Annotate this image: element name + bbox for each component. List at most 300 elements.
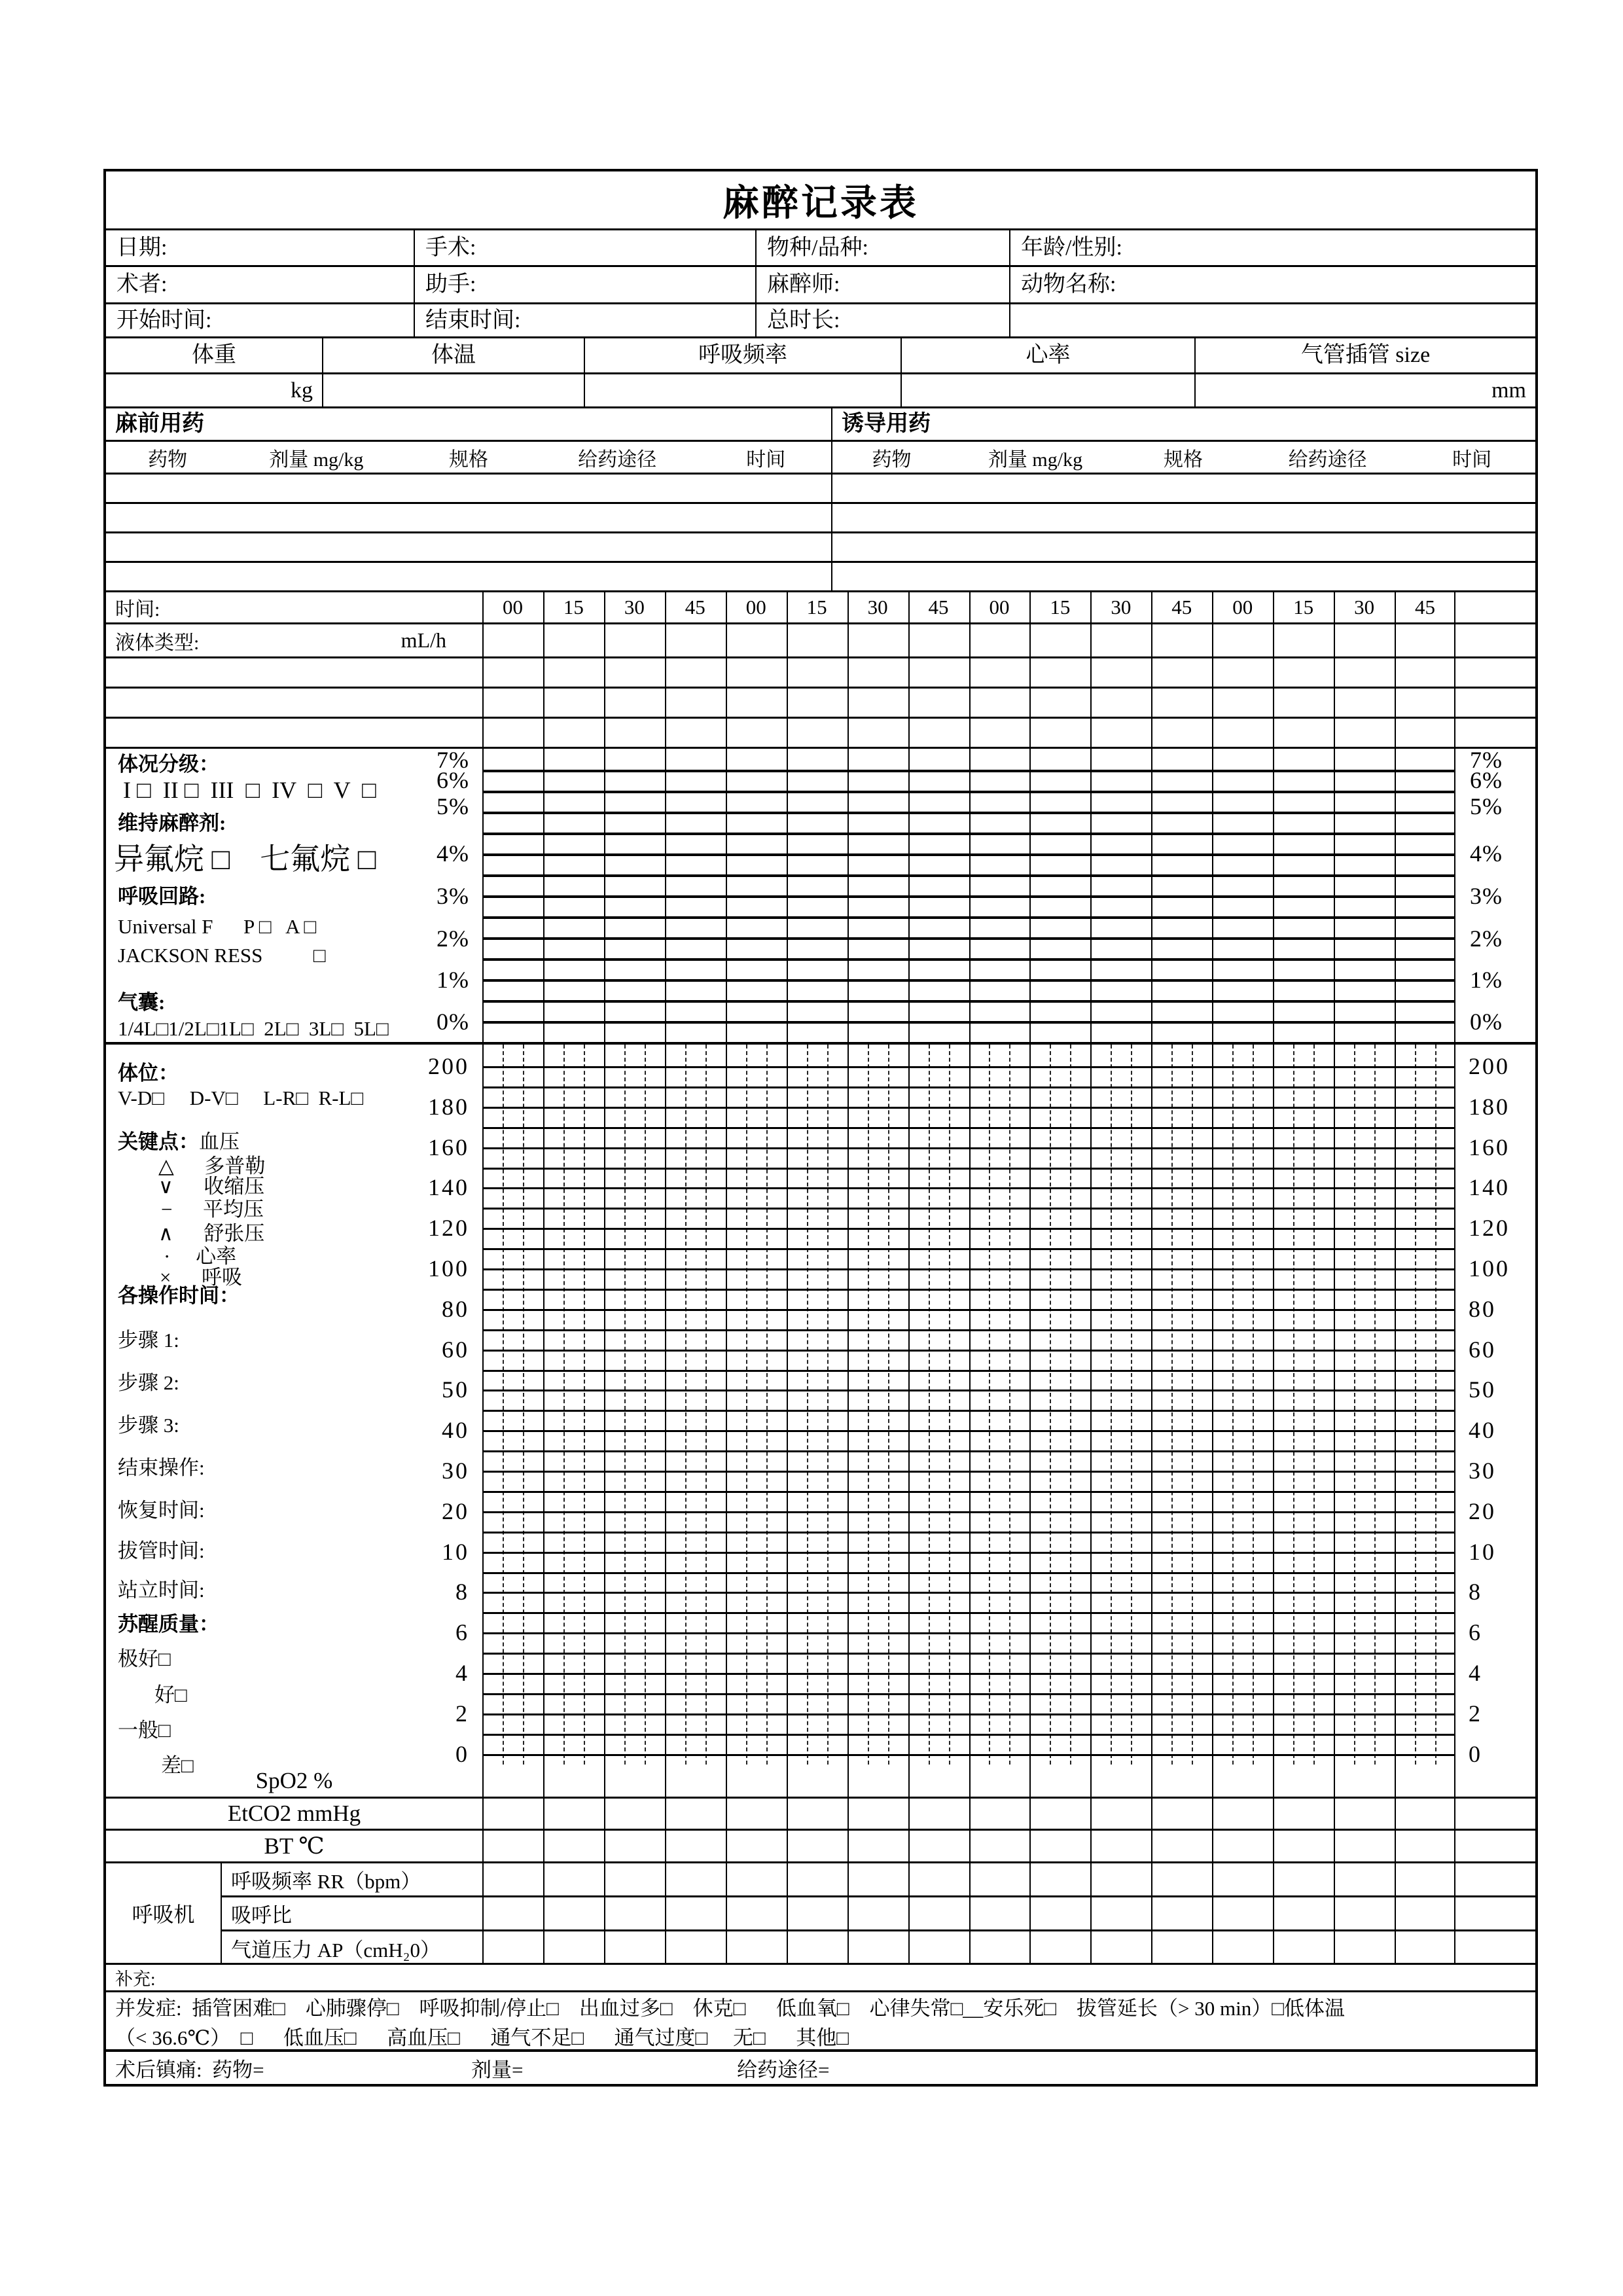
num-row-line (482, 1471, 1455, 1473)
num-row-line (482, 1552, 1455, 1554)
supplement-label: 补充: (115, 1969, 156, 1989)
value-tick-left: 80 (442, 1295, 469, 1322)
vitals-header: 体重 (192, 343, 236, 367)
grid-vline (847, 624, 849, 656)
grid-vline (969, 624, 971, 656)
time-tick: 45 (1415, 596, 1436, 619)
med-col-header: 药物 (831, 442, 951, 473)
analgesia-dose-label: 剂量= (471, 2058, 524, 2081)
grid-vline (969, 1863, 971, 1895)
grid-vline (787, 719, 788, 747)
info-cell-开始时间:: 开始时间: (116, 308, 212, 332)
pct-row-line (482, 895, 1455, 898)
value-tick-left: 50 (442, 1376, 469, 1403)
sidebar-step-2: 步骤 2: (118, 1371, 179, 1394)
induction-med-title: 诱导用药 (831, 408, 1535, 440)
grid-vline (1273, 719, 1274, 747)
pre-med-title: 麻前用药 (115, 412, 204, 436)
grid-vline (787, 1799, 788, 1829)
grid-vline (543, 1931, 544, 1965)
num-row-line (482, 1066, 1455, 1068)
grid-vline (1212, 624, 1213, 656)
grid-vline (908, 689, 910, 717)
value-tick-left: 30 (442, 1458, 469, 1484)
grid-vline (726, 1831, 727, 1861)
num-row-line (482, 1572, 1455, 1574)
med-col-header: 规格 (448, 448, 488, 471)
sidebar-maintenance-head: 维持麻醉剂: (118, 812, 226, 834)
grid-vline (1090, 689, 1092, 717)
sidebar-extubation-time: 拔管时间: (118, 1539, 205, 1562)
grid-vline (1212, 1931, 1213, 1965)
value-tick-right: 180 (1469, 1093, 1510, 1120)
grid-vline (1454, 1765, 1455, 1797)
num-row-line (482, 1410, 1455, 1412)
pct-tick-right: 4% (1470, 840, 1503, 867)
grid-vline (908, 1765, 910, 1797)
num-dash-line (929, 1045, 930, 1765)
grid-vline (604, 1863, 605, 1895)
sidebar-position-head: 体位： (118, 1062, 179, 1085)
vitals-header: 呼吸频率 (584, 338, 901, 372)
grid-vline (665, 1931, 666, 1965)
supplement-row (106, 1965, 1535, 1992)
num-col-line (1395, 1045, 1396, 1765)
info-cell-blank (1009, 304, 1535, 336)
value-tick-left: 60 (442, 1336, 469, 1363)
num-row-line (482, 1350, 1455, 1352)
sidebar-end-op: 结束操作: (118, 1456, 205, 1479)
value-tick-right: 30 (1469, 1458, 1496, 1484)
grid-vline (482, 1863, 484, 1895)
pct-row-line (482, 916, 1455, 919)
num-dash-line (1435, 1045, 1436, 1765)
num-col-line (847, 1045, 849, 1765)
pct-row-line (482, 812, 1455, 814)
grid-vline (543, 1863, 544, 1895)
pct-row-line (482, 979, 1455, 982)
grid-vline (1029, 1831, 1031, 1861)
grid-vline (665, 719, 666, 747)
grid-vline (969, 1831, 971, 1861)
grid-vline (1334, 1831, 1335, 1861)
grid-vline (847, 658, 849, 687)
value-tick-right: 80 (1469, 1295, 1496, 1322)
grid-vline (1029, 1863, 1031, 1895)
grid-vline (1454, 1831, 1455, 1861)
sidebar-quality-good: 好□ (154, 1683, 187, 1706)
num-dash-line (1313, 1045, 1315, 1765)
num-dash-line (584, 1045, 585, 1765)
grid-vline (1273, 658, 1274, 687)
value-tick-left: 0 (455, 1740, 469, 1767)
info-cell-物种/品种:: 物种/品种: (755, 230, 1009, 265)
num-row-line (482, 1127, 1455, 1129)
num-dash-line (766, 1045, 768, 1765)
pct-row-line (482, 874, 1455, 877)
num-row-line (482, 1653, 1455, 1655)
grid-vline (726, 1931, 727, 1965)
sidebar-standing-time: 站立时间: (118, 1579, 205, 1602)
num-row-line (482, 1673, 1455, 1675)
grid-vline (482, 624, 484, 656)
grid-vline (969, 689, 971, 717)
grid-vline (604, 1799, 605, 1829)
grid-vline (482, 1831, 484, 1861)
time-tick: 15 (1050, 596, 1071, 619)
grid-vline (1151, 1765, 1152, 1797)
num-dash-line (1415, 1045, 1416, 1765)
grid-vline (543, 1765, 544, 1797)
num-dash-line (949, 1045, 950, 1765)
grid-vline (726, 719, 727, 747)
grid-vline (847, 1765, 849, 1797)
grid-vline (1212, 1799, 1213, 1829)
num-row-line (482, 1390, 1455, 1391)
grid-vline (604, 1831, 605, 1861)
med-row-divider (831, 504, 832, 531)
value-tick-right: 6 (1469, 1619, 1482, 1646)
pct-row-line (482, 770, 1455, 772)
monitor-label-2: BT ℃ (264, 1833, 325, 1859)
num-row-line (482, 1754, 1455, 1756)
time-label: 时间: (115, 599, 160, 620)
grid-vline (1273, 1765, 1274, 1797)
grid-vline (1395, 1831, 1396, 1861)
grid-vline (604, 658, 605, 687)
pct-tick-left: 1% (437, 967, 469, 993)
grid-vline (1454, 719, 1455, 747)
grid-vline (604, 1765, 605, 1797)
pct-tick-right: 3% (1470, 883, 1503, 909)
grid-vline (787, 1897, 788, 1929)
grid-vline (1151, 719, 1152, 747)
info-cell-结束时间:: 结束时间: (414, 304, 755, 336)
time-tick: 15 (563, 596, 584, 619)
grid-vline (665, 1863, 666, 1895)
time-tick: 00 (1232, 596, 1253, 619)
grid-vline (1090, 624, 1092, 656)
grid-vline (1151, 1897, 1152, 1929)
num-col-line (1151, 1045, 1152, 1765)
grid-vline (1090, 1831, 1092, 1861)
grid-vline (604, 719, 605, 747)
num-row-line (482, 1289, 1455, 1291)
grid-vline (908, 658, 910, 687)
anesthesia-record-form (103, 169, 1538, 2087)
ventilator-row-label: 呼吸频率 RR（bpm） (231, 1870, 421, 1893)
num-col-line (1090, 1045, 1092, 1765)
num-row-line (482, 1632, 1455, 1634)
grid-vline (543, 1897, 544, 1929)
num-row-line (482, 1187, 1455, 1189)
num-col-line (665, 1045, 666, 1765)
grid-vline (787, 689, 788, 717)
num-row-line (482, 1532, 1455, 1534)
grid-vline (847, 1897, 849, 1929)
ventilator-row (222, 1931, 1535, 1965)
grid-vline (1395, 624, 1396, 656)
complications-row (106, 1992, 1535, 2052)
sidebar-quality-poor: 差□ (161, 1754, 194, 1777)
grid-vline (969, 658, 971, 687)
pct-row-line (482, 958, 1455, 961)
value-tick-right: 0 (1469, 1740, 1482, 1767)
num-row-line (482, 1491, 1455, 1493)
sidebar-position-options: V-D□ D-V□ L-R□ R-L□ (118, 1086, 364, 1109)
grid-vline (1395, 1897, 1396, 1929)
num-row-line (482, 1268, 1455, 1270)
value-tick-left: 120 (428, 1215, 469, 1242)
grid-vline (726, 658, 727, 687)
pct-tick-right: 2% (1470, 925, 1503, 952)
grid-vline (1334, 1897, 1335, 1929)
value-tick-left: 140 (428, 1174, 469, 1201)
grid-vline (1212, 1897, 1213, 1929)
grid-vline (482, 658, 484, 687)
value-tick-left: 4 (455, 1660, 469, 1686)
num-col-line (726, 1045, 727, 1765)
grid-vline (1273, 624, 1274, 656)
value-tick-right: 140 (1469, 1174, 1510, 1201)
grid-vline (1029, 658, 1031, 687)
grid-vline (1090, 1765, 1092, 1797)
grid-vline (1212, 658, 1213, 687)
num-row-line (482, 1612, 1455, 1614)
value-tick-right: 160 (1469, 1134, 1510, 1160)
grid-vline (726, 1863, 727, 1895)
sidebar-circuit-universal: Universal F P □ A □ (118, 915, 317, 938)
grid-vline (1212, 1863, 1213, 1895)
grid-vline (787, 1765, 788, 1797)
info-cell-日期:: 日期: (116, 235, 168, 260)
sidebar-key-systolic: ∨ 收缩压 (158, 1175, 265, 1198)
grid-vline (1273, 689, 1274, 717)
grid-vline (1029, 624, 1031, 656)
sidebar-recovery-quality-head: 苏醒质量： (118, 1613, 219, 1636)
num-dash-line (1111, 1045, 1112, 1765)
grid-vline (604, 1897, 605, 1929)
grid-vline (1090, 1931, 1092, 1965)
time-tick: 00 (502, 596, 523, 619)
num-col-line (1454, 1045, 1455, 1765)
grid-vline (969, 1799, 971, 1829)
value-tick-right: 2 (1469, 1700, 1482, 1727)
num-dash-line (1232, 1045, 1234, 1765)
grid-vline (1273, 1863, 1274, 1895)
grid-vline (1334, 624, 1335, 656)
grid-vline (543, 719, 544, 747)
pct-row-line (482, 1000, 1455, 1003)
analgesia-route-label: 给药途径= (737, 2058, 830, 2081)
time-tick: 45 (1171, 596, 1192, 619)
time-tick: 00 (989, 596, 1010, 619)
value-tick-right: 200 (1469, 1053, 1510, 1079)
complications-line-2: （< 36.6℃） □ 低血压□ 高血压□ 通气不足□ 通气过度□ 无□ 其他□ (115, 2026, 849, 2049)
grid-vline (1151, 1799, 1152, 1829)
time-tick: 30 (624, 596, 645, 619)
ventilator-row-label: 气道压力 AP（cmH₂0） (231, 1939, 440, 1962)
num-col-line (604, 1045, 605, 1765)
grid-vline (1334, 719, 1335, 747)
grid-vline (1334, 1863, 1335, 1895)
value-tick-right: 60 (1469, 1336, 1496, 1363)
grid-vline (665, 1765, 666, 1797)
med-col-header: 规格 (1163, 448, 1203, 471)
num-dash-line (1293, 1045, 1294, 1765)
time-tick: 30 (1111, 596, 1132, 619)
pct-tick-right: 7% (1470, 747, 1503, 773)
med-col-header: 药物 (148, 448, 188, 471)
sidebar-quality-fair: 一般□ (118, 1719, 171, 1742)
ventilator-row (222, 1897, 1535, 1931)
sidebar-bag-sizes: 1/4L□1/2L□1L□ 2L□ 3L□ 5L□ (118, 1017, 389, 1040)
grid-vline (969, 1897, 971, 1929)
grid-vline (847, 719, 849, 747)
vitals-header: 心率 (901, 338, 1194, 372)
num-row-line (482, 1713, 1455, 1715)
med-col-header: 时间 (746, 448, 786, 471)
fluid-unit-label: mL/h (401, 628, 446, 652)
num-row-line (482, 1168, 1455, 1170)
grid-vline (1029, 1799, 1031, 1829)
pct-tick-right: 0% (1470, 1009, 1503, 1035)
pct-tick-left: 7% (437, 747, 469, 773)
vitals-value-cell (584, 374, 901, 406)
vitals-value-cell: kg (291, 378, 313, 403)
grid-vline (908, 1863, 910, 1895)
grid-vline (908, 1799, 910, 1829)
pct-tick-left: 3% (437, 883, 469, 909)
grid-vline (1151, 624, 1152, 656)
grid-vline (482, 1931, 484, 1965)
value-tick-right: 10 (1469, 1538, 1496, 1565)
vitals-header: 气管插管 size (1194, 338, 1535, 372)
value-tick-right: 8 (1469, 1579, 1482, 1605)
grid-vline (847, 689, 849, 717)
grid-vline (1090, 1863, 1092, 1895)
grid-vline (1395, 689, 1396, 717)
num-dash-line (1009, 1045, 1010, 1765)
info-cell-助手:: 助手: (414, 267, 755, 302)
grid-vline (847, 1931, 849, 1965)
ventilator-label: 呼吸机 (106, 1863, 222, 1963)
grid-vline (908, 624, 910, 656)
num-dash-line (1253, 1045, 1254, 1765)
grid-vline (787, 1863, 788, 1895)
grid-vline (787, 1931, 788, 1965)
num-dash-line (503, 1045, 504, 1765)
grid-vline (543, 658, 544, 687)
num-col-line (908, 1045, 910, 1765)
grid-vline (1395, 658, 1396, 687)
info-cell-年龄/性别:: 年龄/性别: (1009, 230, 1535, 265)
grid-vline (1273, 1831, 1274, 1861)
grid-vline (1273, 1897, 1274, 1929)
grid-vline (1212, 689, 1213, 717)
info-cell-手术:: 手术: (414, 230, 755, 265)
med-col-header: 剂量 mg/kg (988, 448, 1083, 471)
num-row-line (482, 1248, 1455, 1250)
analgesia-row (106, 2052, 1535, 2084)
grid-vline (1395, 1863, 1396, 1895)
sidebar-key-mean: − 平均压 (161, 1198, 264, 1221)
monitor-label-0: SpO2 % (255, 1767, 333, 1793)
sidebar-quality-excellent: 极好□ (118, 1647, 171, 1670)
monitor-row (106, 1831, 1535, 1863)
sidebar-keypoints-head: 关键点：血压 (118, 1130, 240, 1153)
num-col-line (969, 1045, 971, 1765)
grid-vline (1395, 719, 1396, 747)
grid-vline (1029, 689, 1031, 717)
grid-vline (482, 1897, 484, 1929)
num-row-line (482, 1370, 1455, 1372)
grid-vline (665, 624, 666, 656)
vitals-header: 体温 (322, 338, 584, 372)
num-col-line (1273, 1045, 1274, 1765)
grid-vline (1029, 1931, 1031, 1965)
num-row-line (482, 1086, 1455, 1088)
grid-vline (1151, 1931, 1152, 1965)
grid-vline (908, 1831, 910, 1861)
num-dash-line (989, 1045, 990, 1765)
grid-vline (482, 1799, 484, 1829)
grid-vline (543, 1831, 544, 1861)
grid-vline (665, 658, 666, 687)
num-row-line (482, 1107, 1455, 1109)
grid-vline (1334, 689, 1335, 717)
pct-tick-left: 0% (437, 1009, 469, 1035)
sidebar-step-1: 步骤 1: (118, 1329, 179, 1352)
pct-tick-right: 1% (1470, 967, 1503, 993)
grid-vline (1273, 1931, 1274, 1965)
pct-row-line (482, 791, 1455, 793)
grid-vline (726, 1897, 727, 1929)
grid-vline (726, 689, 727, 717)
value-tick-right: 100 (1469, 1255, 1510, 1282)
sidebar-key-diastolic: ∧ 舒张压 (158, 1222, 265, 1245)
form-title-text: 麻醉记录表 (722, 183, 919, 224)
grid-vline (604, 624, 605, 656)
sidebar-body-condition-head: 体况分级： (118, 753, 219, 776)
grid-vline (1395, 1765, 1396, 1797)
pct-row-line (482, 1021, 1455, 1024)
grid-vline (1454, 689, 1455, 717)
sidebar-circuit-jackson: JACKSON RESS □ (118, 944, 326, 967)
grid-vline (604, 1931, 605, 1965)
time-tick: 45 (685, 596, 705, 619)
sidebar-key-doppler: △ 多普勒 (158, 1155, 266, 1177)
info-cell-动物名称:: 动物名称: (1009, 267, 1535, 302)
grid-vline (1454, 1897, 1455, 1929)
grid-vline (604, 689, 605, 717)
sidebar-bag-head: 气囊: (118, 991, 166, 1014)
value-tick-right: 50 (1469, 1376, 1496, 1403)
info-cell-总时长:: 总时长: (755, 304, 1009, 336)
grid-vline (1151, 658, 1152, 687)
grid-vline (665, 689, 666, 717)
sidebar-circuit-head: 呼吸回路: (118, 885, 206, 908)
med-col-header: 剂量 mg/kg (269, 448, 364, 471)
ventilator-row (222, 1863, 1535, 1897)
med-row-divider (831, 533, 832, 561)
grid-vline (1090, 658, 1092, 687)
num-row-line (482, 1147, 1455, 1149)
value-tick-left: 2 (455, 1700, 469, 1727)
grid-vline (1029, 719, 1031, 747)
sidebar-key-heart-rate: · 心率 (164, 1245, 237, 1268)
med-row-divider (831, 563, 832, 590)
